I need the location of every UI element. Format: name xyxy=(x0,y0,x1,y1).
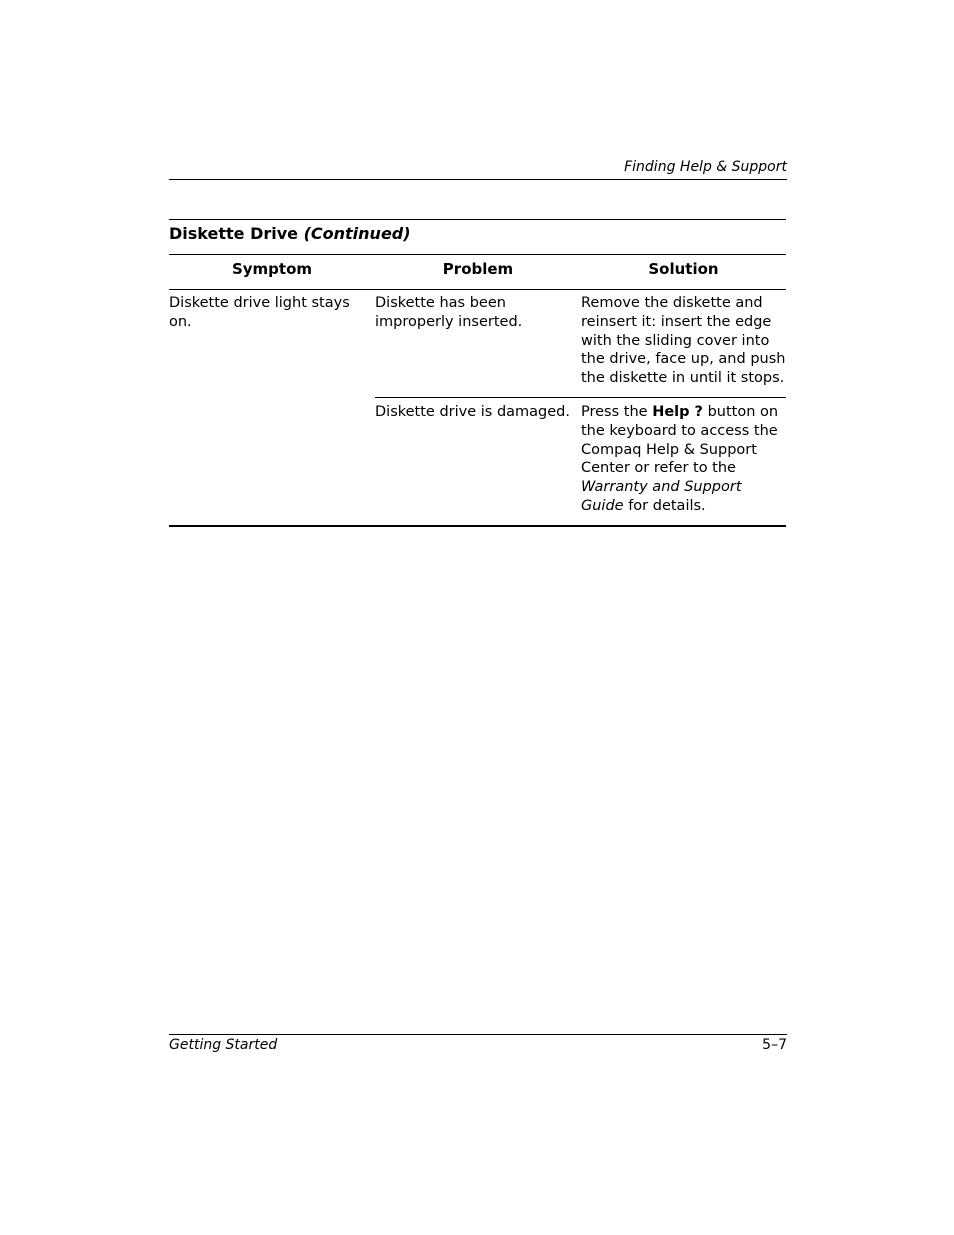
solution-cell: Remove the diskette and reinsert it: insert the edge with the sliding cover into the drive, face up, and push the diskette in until it stops. xyxy=(581,295,786,387)
solution-text: button on the keyboard to access the Compaq Help & Support Center or refer to the xyxy=(581,404,779,477)
column-header-symptom: Symptom xyxy=(231,260,313,278)
solution-text: for details. xyxy=(623,497,706,514)
table-title-text: Diskette Drive xyxy=(169,224,299,243)
table-title xyxy=(169,220,786,255)
running-header: Finding Help & Support xyxy=(624,159,787,175)
footer-rule xyxy=(169,1034,787,1035)
footer-document-title: Getting Started xyxy=(169,1037,278,1053)
problem-solution-block xyxy=(375,290,786,525)
troubleshooting-table xyxy=(169,219,786,527)
solution-cell xyxy=(581,398,786,525)
footer-page-number: 5–7 xyxy=(762,1037,787,1053)
table-title-suffix: (Continued) xyxy=(303,224,411,243)
symptom-cell: Diskette drive light stays on. xyxy=(169,295,350,330)
guide-title: Warranty and Support Guide xyxy=(581,479,742,514)
header-rule xyxy=(169,179,787,180)
table-body xyxy=(169,290,786,527)
table-row xyxy=(375,290,786,398)
solution-text: Press the xyxy=(581,404,653,420)
column-header-solution: Solution xyxy=(648,260,719,278)
column-header-problem: Problem xyxy=(442,260,514,278)
help-key-label: Help ? xyxy=(652,404,703,420)
table-row xyxy=(375,398,786,525)
table-header-row xyxy=(169,255,786,290)
problem-cell: Diskette drive is damaged. xyxy=(375,404,570,420)
problem-cell: Diskette has been improperly inserted. xyxy=(375,295,523,330)
